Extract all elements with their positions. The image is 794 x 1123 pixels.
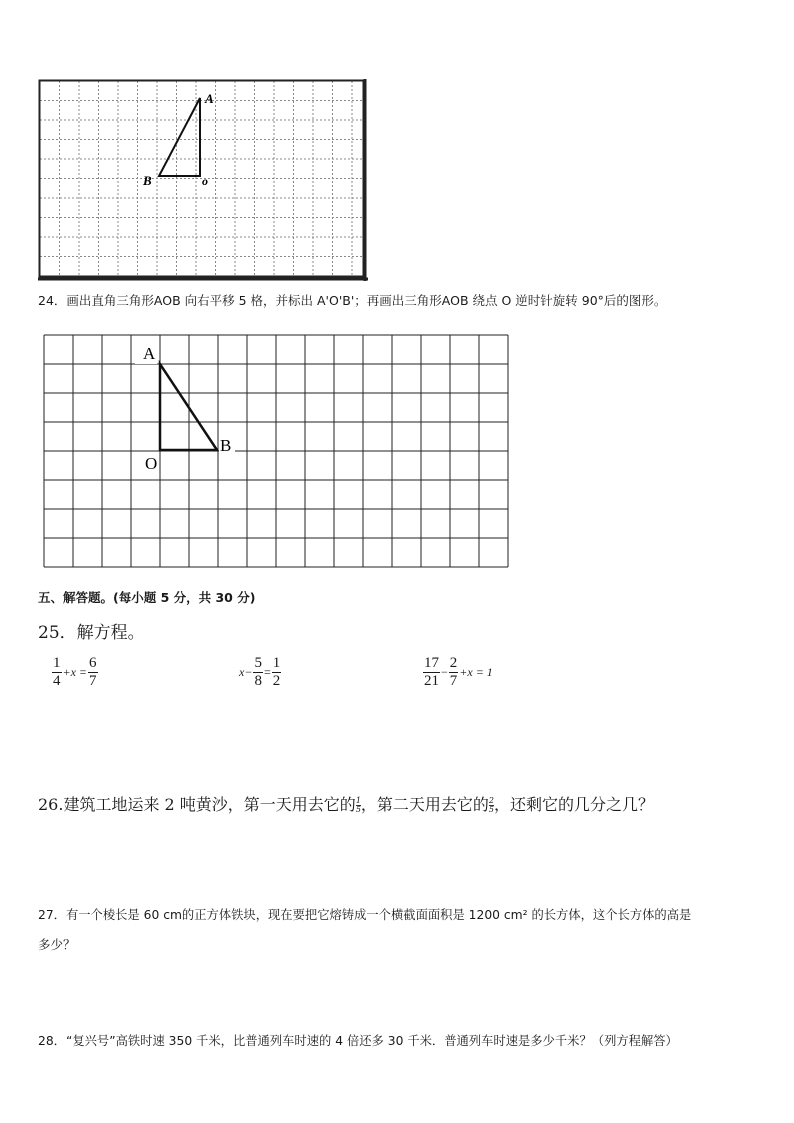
operator: +x = [62,665,88,679]
figure-1-grid [38,79,368,282]
label-a-2: A [143,344,156,363]
numerator: 5 [254,655,262,671]
label-b-2: B [220,436,232,455]
denominator: 2 [272,673,281,689]
label-b: B [143,173,152,188]
question-27-line-2: 多少？ [38,937,76,952]
numerator: 6 [89,655,97,671]
question-24: 24．画出直角三角形AOB 向右平移 5 格，并标出 A'O'B'；再画出三角形AOB 绕点 O 逆时针旋转 90°后的图形。 [38,293,667,308]
numerator: 1 [355,796,361,805]
label-o-2: O [145,454,158,473]
q26-text-2: ，第二天用去它的 [360,795,489,814]
question-27-line-1: 27．有一个棱长是 60 cm的正方体铁块，现在要把它熔铸成一个横截面面积是 1200 cm² 的长方体，这个长方体的高是 [38,908,692,922]
fraction [423,656,440,689]
denominator: 21 [424,673,439,689]
question-28: 28．“复兴号”高铁时速 350 千米，比普通列车时速的 4 倍还多 30 千米．普通列车时速是多少千米？（列方程解答） [38,1034,678,1048]
numerator: 1 [53,655,61,671]
equation-1 [52,656,98,689]
denominator: 8 [254,673,262,689]
denominator: 4 [53,673,61,689]
section-5-title: 五、解答题。(每小题 5 分，共 30 分) [38,590,256,605]
operator: − [441,665,448,679]
denominator: 7 [449,673,458,689]
numerator: 2 [488,796,495,805]
label-o: o [202,174,208,188]
equation-2 [238,656,281,689]
figure-2-grid [43,334,511,570]
fraction [52,656,62,689]
operator: x− [239,665,253,679]
operator: = [263,665,271,679]
fraction [272,656,282,689]
question-26 [38,792,654,815]
numerator: 2 [449,655,458,671]
triangle-aob [159,98,200,176]
q26-text-3: ，还剩它的几分之几？ [494,795,655,814]
square-grid [44,335,508,567]
numerator: 1 [272,655,281,671]
equation-3 [423,656,494,689]
label-a: A [205,91,214,106]
denominator: 5 [488,805,495,814]
fraction [253,656,263,689]
q26-text-1: 26.建筑工地运来 2 吨黄沙，第一天用去它的 [38,795,356,814]
question-25-title: 25．解方程。 [38,623,145,643]
denominator: 7 [89,673,97,689]
fraction [449,656,459,689]
fraction [88,656,98,689]
operator: +x = 1 [459,665,493,679]
denominator: 5 [355,805,361,814]
numerator: 17 [424,655,439,671]
